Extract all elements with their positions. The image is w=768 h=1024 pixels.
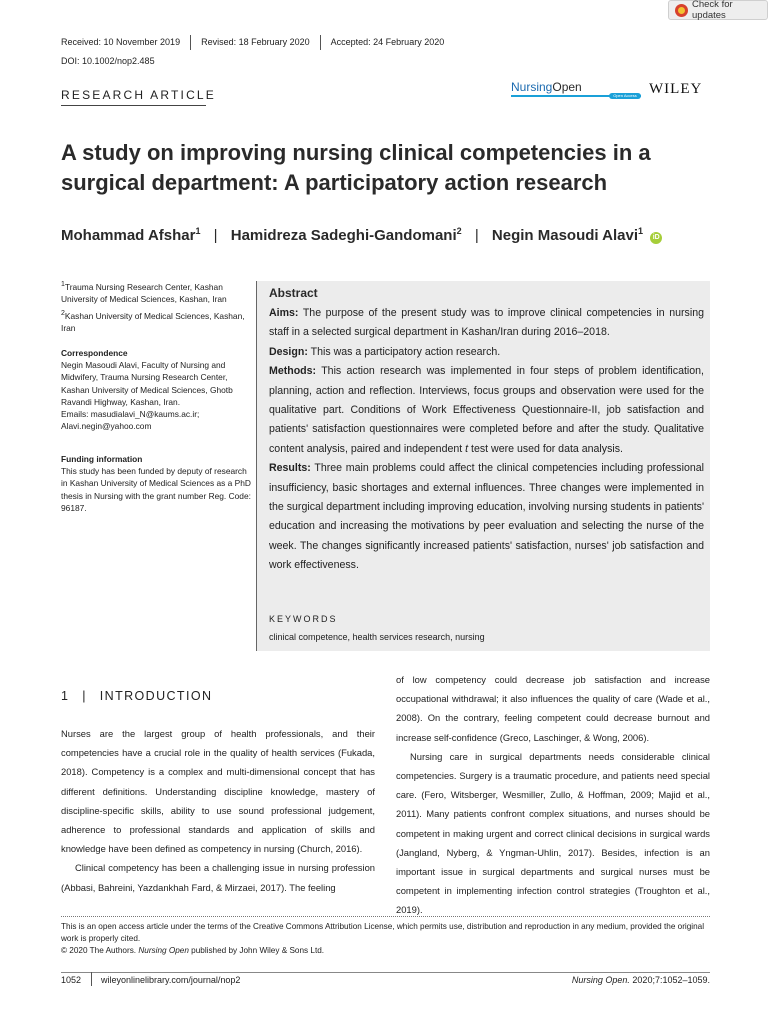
- article-type-underline: [61, 105, 206, 106]
- funding-text: This study has been funded by deputy of research in Kashan University of Medical Sciences as a PhD thesis in Nursing with the grant number Reg. Code: 96187.: [61, 466, 251, 513]
- article-type: RESEARCH ARTICLE: [61, 88, 217, 102]
- logo-nursing-text: Nursing: [511, 80, 553, 94]
- citation-details: 2020;7:1052–1059.: [629, 975, 710, 985]
- license-note: [61, 921, 711, 958]
- methods-text: This action research was implemented in four steps of problem identification, planning, action and reflection. Interviews, focus groups and observation were used for the qualitative part. Conditions of Work Effectiveness Questionnaire-II, job satisfaction and patients' satisfaction questionnaires were completed before and after the study. Qualitative content analysis, paired and independent: [269, 365, 704, 455]
- accepted-date: Accepted: 24 February 2020: [330, 37, 445, 47]
- affiliation-2: [61, 308, 251, 334]
- section-heading: [61, 689, 212, 703]
- methods-text-end: test were used for data analysis.: [468, 442, 623, 455]
- copyright-publisher: published by John Wiley & Sons Ltd.: [188, 946, 325, 956]
- citation-journal: Nursing Open.: [571, 975, 630, 985]
- funding-heading: Funding information: [61, 454, 143, 464]
- paragraph: Clinical competency has been a challenging issue in nursing profession (Abbasi, Bahreini, Yazdankhah Fard, & Mirzaei, 2017). The feeling: [61, 862, 375, 893]
- correspondence-text: Negin Masoudi Alavi, Faculty of Nursing and Midwifery, Trauma Nursing Research Center, Kashan University of Medical Sciences, Ghotb Ravandi Highway, Kashan, Iran.: [61, 360, 233, 407]
- wiley-logo: WILEY: [649, 81, 703, 97]
- correspondence: [61, 347, 251, 432]
- section-number: 1: [61, 689, 70, 703]
- results-label: Results:: [269, 462, 311, 475]
- methods-label: Methods:: [269, 365, 317, 378]
- body-column-left: [61, 724, 375, 897]
- aims-label: Aims:: [269, 307, 299, 319]
- correspondence-emails[interactable]: Emails: masudialavi_N@kaums.ac.ir; Alavi.negin@yahoo.com: [61, 409, 200, 432]
- results-text: Three main problems could affect the clinical competencies including professional insufficiency, basic shortages and external influences. Three changes were implemented in the surgical department including improving education, involving nursing students in patients' education and increasing the motivations by peer evaluation and selecting the nurse of the week. The changes significantly increased patients' satisfaction, nurses' job satisfaction and work effectiveness.: [269, 462, 704, 572]
- footer-dotted-rule: [61, 916, 710, 917]
- author-list: [61, 226, 662, 244]
- design-text: This was a participatory action research.: [310, 345, 501, 358]
- methods-t-italic: t: [465, 442, 469, 455]
- doi[interactable]: DOI: 10.1002/nop2.485: [61, 56, 155, 66]
- funding: [61, 453, 251, 514]
- article-title: A study on improving nursing clinical competencies in a surgical department: A participatory action research: [61, 140, 651, 195]
- orcid-icon[interactable]: iD: [650, 232, 662, 244]
- divider: [190, 35, 191, 50]
- license-text: This is an open access article under the terms of the Creative Commons Attribution License, which permits use, distribution and reproduction in any medium, provided the original work is properly cited.: [61, 922, 705, 944]
- paragraph: of low competency could decrease job satisfaction and increase occupational withdrawal; it also influences the quality of care (Wade et al., 2008). On the contrary, feeling competent could decrease burnout and increase self-confidence (Greco, Laschinger, & Wong, 2006).: [396, 674, 710, 743]
- author-name[interactable]: Mohammad Afshar: [61, 227, 196, 244]
- correspondence-heading: Correspondence: [61, 348, 128, 358]
- abstract-left-rule: [256, 281, 257, 651]
- paragraph: Nursing care in surgical departments needs considerable clinical competencies. Surgery is a traumatic procedure, and patients need special care. (Fero, Witsberger, Wesmiller, Zullo, & Hoffman, 2009; Majid et al., 2011). Many patients confront complex situations, and nurses should be competent in making urgent and correct clinical decisions in surgical wards (Jangland, Nyberg, & Yngman-Uhlin, 2017). Besides, infection is an important issue in surgical departments and surgical nurses must be competent in implementing infection control strategies (Troughton et al., 2019).: [396, 750, 710, 916]
- abstract-heading: Abstract: [269, 286, 318, 300]
- author-affiliation-mark: 1: [638, 226, 644, 236]
- author-separator: |: [474, 227, 479, 244]
- check-for-updates-button[interactable]: [668, 0, 768, 20]
- affiliation-text: Kashan University of Medical Sciences, Kashan, Iran: [61, 310, 245, 333]
- author-affiliation-mark: 2: [456, 226, 462, 236]
- affiliation-number: 2: [61, 310, 65, 317]
- affiliation-text: Trauma Nursing Research Center, Kashan University of Medical Sciences, Kashan, Iran: [61, 281, 227, 304]
- body-column-right: [396, 670, 710, 920]
- author-name[interactable]: Hamidreza Sadeghi-Gandomani: [230, 227, 457, 244]
- section-title: INTRODUCTION: [99, 689, 213, 703]
- citation: [540, 975, 710, 985]
- open-access-badge: Open Access: [609, 93, 641, 99]
- author-name[interactable]: Negin Masoudi Alavi: [491, 227, 639, 244]
- keywords-text: clinical competence, health services research, nursing: [269, 632, 485, 642]
- logo-open-text: Open: [552, 80, 582, 94]
- footer-separator: [91, 972, 92, 986]
- nursing-open-logo: [511, 80, 582, 94]
- paragraph: Nurses are the largest group of health professionals, and their competencies have a crucial role in the quality of health services (Fukada, 2018). Competency is a complex and multi-dimensional concept that has different definitions. Understanding discipline knowledge, mastery of discipline-specific skills, ability to use sound professional judgement, adherence to professional standards and application of skills and knowledge have been defined as competency in nursing (Church, 2016).: [61, 728, 375, 855]
- design-label: Design:: [269, 345, 308, 358]
- article-history: [61, 37, 444, 50]
- journal-url[interactable]: wileyonlinelibrary.com/journal/nop2: [101, 975, 241, 985]
- aims-text: The purpose of the present study was to improve clinical competencies in nursing staff in a selected surgical department in Kashan/Iran during 2016–2018.: [269, 307, 704, 339]
- author-separator: |: [213, 227, 218, 244]
- revised-date: Revised: 18 February 2020: [201, 37, 310, 47]
- crossmark-icon: [675, 4, 688, 17]
- abstract-text: [269, 304, 704, 576]
- copyright-journal: Nursing Open: [138, 946, 189, 956]
- author-affiliation-mark: 1: [195, 226, 201, 236]
- copyright-text: © 2020 The Authors.: [61, 946, 139, 956]
- footer-rule: [61, 972, 710, 973]
- affiliation-number: 1: [61, 281, 65, 288]
- check-for-updates-label: Check for updates: [692, 0, 733, 21]
- divider: [320, 35, 321, 50]
- received-date: Received: 10 November 2019: [61, 37, 181, 47]
- keywords-heading: KEYWORDS: [269, 614, 338, 624]
- page-number: 1052: [61, 975, 82, 985]
- affiliation-1: [61, 279, 251, 305]
- section-separator: |: [82, 689, 87, 703]
